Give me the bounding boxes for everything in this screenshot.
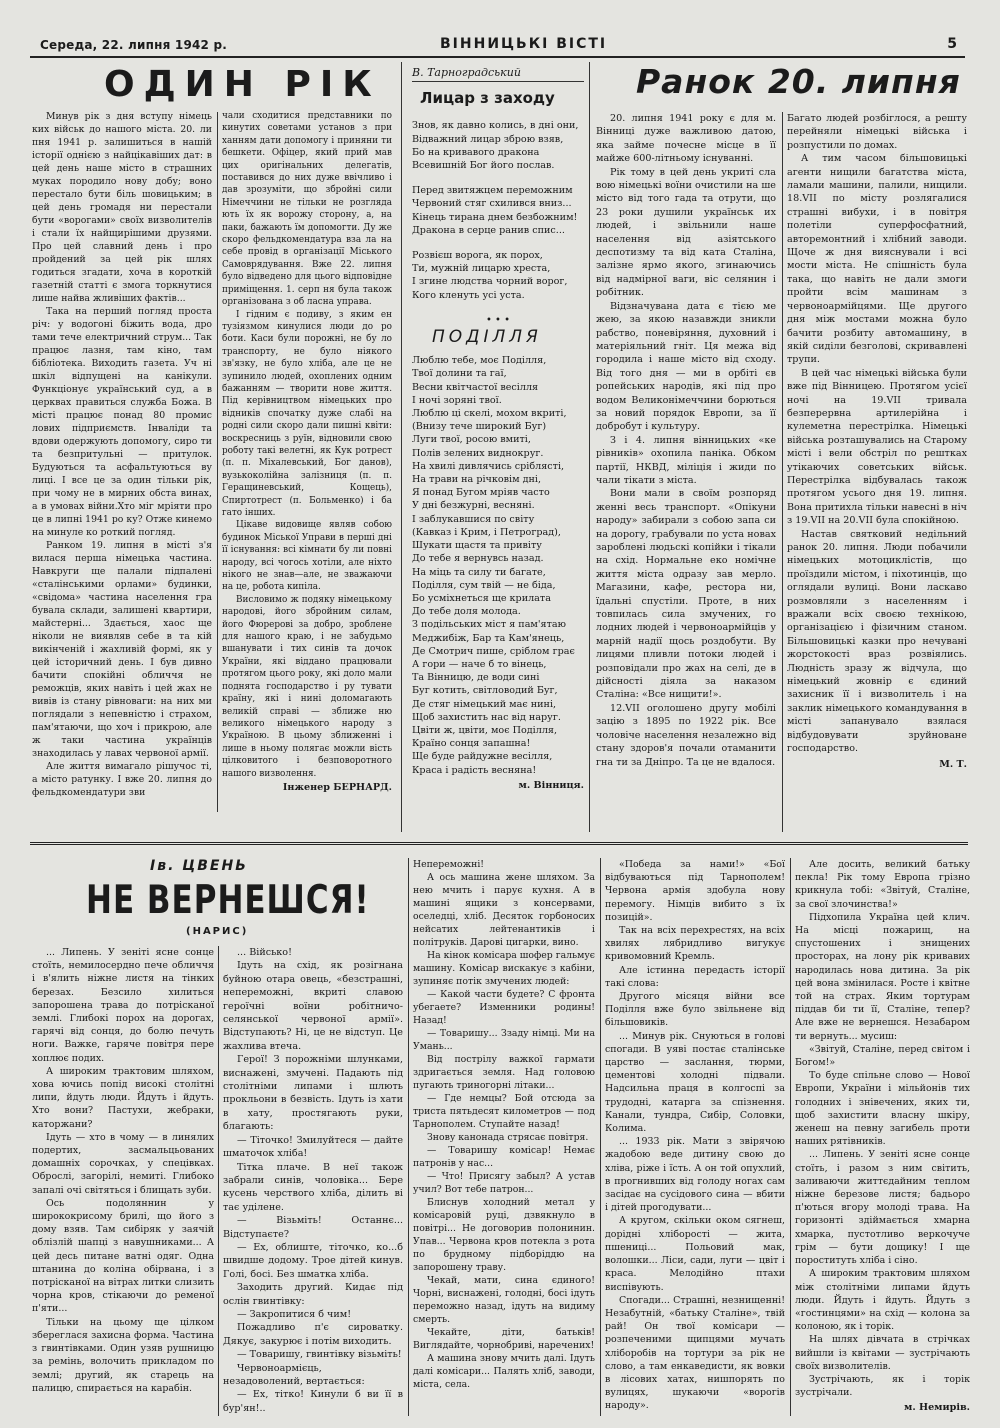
poem-line: Розвієш ворога, як порох,: [412, 250, 543, 262]
paragraph: Другого місяця війни все Поділля вже було звільнене від більшовиків.: [605, 991, 785, 1029]
poem-line: Шукати щастя та привіту: [412, 540, 542, 552]
paragraph: А кругом, скільки оком сягнеш, дорідні хліборості — жита, пшениці... Польовий мак, волошки... Ліси, сади, луги — цвіт і краса. Мелодійно птахи виспівують.: [605, 1215, 785, 1293]
paragraph: Настав святковий недільний ранок 20. липня. Люди побачили німецьких мотоциклістів, що проїздили містом, і піхотинців, що оглядали вулиці. Вони ласкаво розмовляли з населенням і вражали всіх своєю технікою, організацією і фізичним станом. Більшовицькі казки про нечувані жорстокості враз розвіялись. Людність зразу ж відчула, що німецький жовнір є єдиний захисник її і визволитель і на заклик німецького командування в місті запанувало взялася відбудовувати зруйноване господарство.: [787, 528, 967, 755]
article-wont-return-col1: [32, 946, 214, 1395]
poem-line: Знов, як давно колись, в дні они,: [412, 120, 579, 132]
section-divider: [30, 842, 968, 845]
paragraph: Блиснув холодний метал у комісаровій руці, дзвякнуло в повітрі... Не договорив полонинин. Упав... Червона кров потекла з рота по брудному підборіддю на запорошену траву.: [413, 1197, 595, 1273]
poem-line: Полів зелених виднокруг.: [412, 447, 544, 459]
poem-line: Всевишній Бог його послав.: [412, 160, 555, 172]
poem-stanza: [412, 724, 584, 777]
paragraph: ... 1933 рік. Мати з звірячою жадобою веде дитину свою до хліва, ріже і їсть. А он той опухлий, в прогнивших від голоду ногах сам засідає на сусідового сина — вбити і дітей прогодувати...: [605, 1136, 785, 1214]
poem-line: Ти, мужній лицарю хреста,: [412, 263, 551, 275]
article-author-tsven: Ів. ЦВЕНЬ: [150, 858, 248, 874]
paragraph: Герої! З порожніми шлунками, виснажені, змучені. Падають під столітніми липами і шлють прокльони в безвість. Ідуть із хати в хату, простягають руки, благають:: [223, 1054, 403, 1133]
poem-line: Відважний лицар зброю взяв,: [412, 133, 564, 145]
paragraph: Висловимо ж подяку німецькому народові, його збройним силам, його Фюрерові за добро, зроблене для нашого краю, і не забудьмо вшанувати і тих синів та дочок України, які віддано працювали протягом цього року, які доло мали поднята господарство і ру тувати країну, які і нині доломагають великій справі — зближе ню великого німецького народу з Україною. В цьому зближенні і лише в ньому полягає можли вість цілковитого і безповоротного нашого визволення.: [222, 594, 392, 779]
paragraph: Минув рік з дня вступу німець ких військ до нашого міста. 20. ли пня 1941 р. залишиться в нашій історії однією з найцікавіших дат: в цей день наше місто в страшних муках породило нову добу; воно перестало бути біль шовицьким; в цей день громадя ни перестали бути «ворогами» своїх визволителів і стали їх найщирішими друзями. Про цей славний день і про пройдений за цей рік шлях годиться згадати, хоча в короткій газетній статті є змога торкнутися лише найва жливіших фактів...: [32, 111, 212, 304]
paragraph: Зустрічають, як і торік зустрічали.: [795, 1373, 970, 1399]
article-signature: М. Т.: [939, 758, 967, 770]
article-one-year-col2: [222, 110, 392, 794]
paragraph: ... Липень. У зеніті ясне сонце стоїть, немилосердно пече обличчя і в'ялить ніжне листя на тінких березах. Безсило хилиться запорошена трава до потрісканої землі. Глибокі порох на дорогах, гарячі від сонця, до болю печуть ноги. Важке, гаряче повітря пере хоплює подих.: [32, 947, 214, 1064]
poem-line: І ночі зоряні твої.: [412, 394, 502, 406]
paragraph: — Где немцы? Бой отсюда за триста пятьдесят километров — под Тарнополем. Ступайте назад!: [413, 1093, 595, 1130]
column-divider: [401, 62, 402, 832]
poem-line: Щоб захистить нас від наруг.: [412, 711, 561, 723]
poem-line: Де стяг німецький має нині,: [412, 698, 557, 710]
paragraph: Ось подоляннин у ширококрисому брилі, що його з дому взяв. Там сибіряк у заячій облізлій шапці з навушниками... А цей десь питане ватні одяг. Одна штанина до коліна обірвана, і з потрісканої на вітрах литки слизить чорна кров, стікаючи до ременої п'яти...: [32, 1197, 214, 1315]
paragraph: І гідним є подиву, з яким ен тузіязмом кинулися люди до ро боти. Каси були порожні, не бу ло транспорту, не було ніякого зв'язку, не було хліба, але це не зупинило людей, охоплених одним бажанням — творити нове життя. Під керівництвом німецьких про відників спочатку дуже слабі на родні сили скоро дали пишні квіти: воскресниць з руїн, відновили свою роботу такі велетні, як Кук ротрест (п. п. Міхалевський, Бог данов), вузькоколійна залізниця (п. п. Геращиневський, Кощець), Спиртотрест (п. Больменко) і ба гато інших.: [222, 309, 392, 518]
poem-stanza: [412, 119, 584, 172]
paragraph: Рік тому в цей день укриті сла вою німецькі воїни очистили на ше місто від того гада та отрути, що 23 роки душили українськ их людей, і звільнили наше населення від азіятського деспотизму та від ката Сталіна, залізне ярмо якого, згинаючись від надмірної ваги, віс селянин і робітник.: [596, 166, 776, 299]
poem-line: Люблю тебе, моє Поділля,: [412, 355, 547, 367]
poem-line: Бо усміхнеться ще крилата: [412, 592, 551, 604]
poem-stanza: [412, 460, 584, 513]
paragraph: Така на перший погляд проста річ: у водогоні біжить вода, дро тами тече електричний струм... Так працює лазня, там кіно, там бібліотека. Виходить газета. Уч ні шкіл відпущені на канікули. Функціонує український суд, а в церквах правиться служба Божа. В місті працює понад 80 промис лових підприємств. Інваліди та вдови одержують допомогу, сиро ти та безпритульні — притулок. Будуються та асфальтуються ву лиці. І все це за один тільки рік, при чому не в мирних обста винах, а в умовах війни.Хто міг мріяти про це в липні 1941 ро ку? Отже кинемо на минуле ко роткий погляд.: [32, 306, 212, 538]
column-divider: [218, 946, 219, 1416]
paragraph: — Закропитися б чим!: [237, 1308, 352, 1320]
paragraph: 12.VII оголошено другу мобілі зацію з 1895 по 1922 рік. Все чоловіче населення незалежно від стану здоров'я почали отаманити гна ти за Дніпро. Та це не вдалося.: [596, 702, 776, 768]
article-wont-return-col2: [223, 946, 403, 1415]
poem-stanza: [412, 249, 584, 302]
column-divider: [600, 858, 601, 1416]
paragraph: Цікаве видовище являв собою будинок Міської Управи в перші дні її існування: всі кімнати бу ли повні народу, всі чогось хотіли, але ніхто нікого не знав—але, не зважаючи на це, робота кипіла.: [222, 520, 392, 593]
newspaper-title: ВІННИЦЬКІ ВІСТІ: [440, 36, 608, 52]
paragraph: Непереможні!: [413, 859, 485, 870]
poems-column: [412, 66, 584, 792]
paragraph: А широким трактовим шляхом, хова ючись попід високі столітні липи, йдуть люди. Йдуть і йдуть. Хто вони? Пастухи, жебраки, каторжани?: [32, 1065, 214, 1130]
poem-podillia-body: [412, 354, 584, 777]
poem-stanza: [412, 184, 584, 237]
article-title-one-year: ОДИН РІК: [104, 64, 381, 105]
poem-signature: м. Вінниця.: [518, 779, 584, 791]
paragraph: — Товаришу комісар! Немає патронів у нас...: [413, 1145, 595, 1169]
paragraph: Але істинна передасть історії такі слова:: [605, 964, 785, 989]
paragraph: «Победа за нами!» «Бої відбуваються під Тарнополем! Червона армія здобула нову перемогу. Німців вибито з їх позицій».: [605, 859, 785, 923]
paragraph: Багато людей розбіглося, а решту перейняли німецькі війська і розпустили по домах.: [787, 113, 967, 151]
paragraph: Але життя вимагало рішучос ті, а місто ратунку. І вже 20. липня до фельдкомендатури зви: [32, 761, 212, 798]
poem-line: Краса і радість весняна!: [412, 764, 537, 776]
paragraph: Але досить, великий батьку пекла! Рік тому Европа грізно крикнула тобі: «Звітуй, Сталіне, за свої злочинства!»: [795, 859, 970, 910]
paragraph: чали сходитися представники по кинутих советами установ з при ханням дати допомогу і приняни ти бешкети. Офіцер, який прий мав цих оригінальних делегатів, поставився до них дуже ввічливо і дав зрозуміти, що збройні сили Німеччини не тільки не розгляда ють їх як ворожу сторону, а, на паки, бажають їм допомогти. Ду же скоро фельдкомендатура вза ла на себе провід в організації Міського Самоврядування. Вже 22. липня було відведено для цього відповідне приміщення. 1. серп ня була також організована з об ласна управа.: [222, 111, 392, 308]
poem-stanza: [412, 671, 584, 724]
poem-line: Меджибіж, Бар та Кам'янець,: [412, 632, 565, 644]
poem-line: Поділля, сум твій — не біда,: [412, 579, 556, 591]
paragraph: Ранком 19. липня в місті з'я вилася перша німецька частина. Навкруги ще палали підпалені «сталінськими орлами» будинки, «свідома» частина населення гра бувала склади, залишені квартири, майстерні... Здається, хаос ще ніколи не виявляв себе в та кій викінченій і жахливій формі, як у цей історичний день. І був дивно бачити спокійні обличчя не реможців, яких навіть і цей жах не вивів із стану рівноваги: на них ми поглядали з непевністю і страхом, пам'ятаючи, що хоч і прикрою, але ж таки частина українців знаходилась у лавах червоної армії.: [32, 540, 212, 759]
article-one-year-col1: [32, 110, 212, 799]
poem-line: Кого кленуть усі уста.: [412, 289, 525, 301]
poem-line: І згине людства чорний ворог,: [412, 276, 568, 288]
poem-line: Дракона в серце ранив спис...: [412, 224, 565, 236]
poem-line: Бо на кривавого дракона: [412, 146, 540, 158]
article-wont-return-col3: [413, 858, 595, 1391]
article-title-morning: Ранок 20. липня: [636, 62, 961, 101]
poem-line: З подільських міст я пам'ятаю: [412, 619, 566, 631]
paragraph: Чекай, мати, сина єдиного! Чорні, виснажені, голодні, босі ідуть переможно назад, ідуть на видиму смерть.: [413, 1275, 595, 1325]
article-wont-return-col5: [795, 858, 970, 1415]
article-morning-col2: [787, 112, 967, 771]
paragraph: Заходить другий. Кидає під ослін гвинтівку:: [223, 1282, 403, 1307]
poem-line: А гори — наче б то вінець,: [412, 658, 547, 670]
paragraph: — Товаришу... Ззаду німці. Ми на Умань...: [413, 1028, 595, 1052]
poem-line: Ще буде райдужне весілля,: [412, 751, 553, 763]
poem-stanza: [412, 354, 584, 407]
poem-line: Твої долини та гаї,: [412, 368, 507, 380]
paragraph: ... Військо!: [237, 947, 292, 958]
poem-line: Буг котить, світловодий Буг,: [412, 685, 558, 697]
paragraph: Ідуть на схід, як розігнана буйною отара овець, «безстрашні, непереможні, вкриті славою героїчні воїни робітничо-селянської червоної армії». Відступають? Ні, це не відступ. Це жахлива втеча.: [223, 960, 403, 1052]
paragraph: А ось машина жене шляхом. За нею мчить і парує кухня. А в машині ящики з консервами, оселедці, хліб. Десяток горбоносих нейсатих лейтенантиків і політруків. Дарові цигарки, вино.: [413, 872, 595, 948]
poem-line: Де Смотрич пише, сріблом грає: [412, 645, 575, 657]
paragraph: Так на всіх перехрестях, на всіх хвилях лябридливо вигукує кривомовний Кремль.: [605, 925, 785, 963]
paragraph: Спогади... Страшні, незнищенні! Незабутній, «батьку Сталіне», твій рай! Он твої комісари — розпеченими щипцями мучать хліборобів на тортури за рік не слово, а там енкаведисти, як вовки в лісових хатах, нишпорять по вулицях, шукаючи «ворогів народу».: [605, 1294, 785, 1412]
poem-stanza: [412, 407, 584, 460]
column-divider: [217, 112, 218, 812]
article-signature: Інженер БЕРНАРД.: [282, 781, 392, 793]
column-divider: [589, 62, 590, 832]
paragraph: Ідуть — хто в чому — в линялих подертих, засмальцьованих домашніх сорочках, у спецівках. Оброслі, загорілі, немиті. Глибоко запалі очі світяться і блищать зуби.: [32, 1131, 214, 1196]
poem-title-knight: Лицар з заходу: [420, 89, 555, 108]
paragraph: А машина знову мчить далі. Ідуть далі комісари... Палять хліб, заводи, міста, села.: [413, 1353, 595, 1390]
paragraph: — Товаришу, гвинтівку візьміть!: [237, 1349, 402, 1361]
poem-line: (Внизу тече широкий Буг): [412, 421, 547, 433]
column-divider: [790, 858, 791, 1416]
poem-line: Перед звитяжцем переможним: [412, 185, 573, 197]
poem-line: І заблукавшися по світу: [412, 513, 535, 525]
poem-line: На хвилі дивлячись сріблясті,: [412, 460, 565, 472]
poem-line: Кінець тирана днем безбожним!: [412, 211, 578, 223]
poem-line: Я понад Бугом мріяв часто: [412, 487, 550, 499]
article-title-wont-return: НЕ ВЕРНЕШСЯ!: [86, 878, 370, 923]
ornament-divider: • • •: [485, 314, 511, 326]
paragraph: «Звітуй, Сталіне, перед світом і Богом!»: [795, 1043, 970, 1069]
paragraph: Тільки на цьому ще цілком збереглася захисна форма. Частина з гвинтівками. Один узяв рушницю за ремінь, волочить прикладом по землі; другий, як старець на палицю, спирається на карабін.: [32, 1316, 214, 1394]
poem-stanza: [412, 513, 584, 566]
poem-line: Цвіти ж, цвіти, моє Поділля,: [412, 724, 558, 736]
poem-line: (Кавказ і Крим, і Петроград),: [412, 526, 561, 538]
paragraph: Чекайте, діти, батьків! Виглядайте, чорнобриві, наречених!: [413, 1327, 595, 1351]
poem-stanza: [412, 566, 584, 619]
article-subtitle: (НАРИС): [186, 926, 249, 937]
article-morning-col1: [596, 112, 776, 769]
poem-line: У дні безжурні, весняні.: [412, 500, 535, 512]
poem-line: Червоний стяг схилився вниз...: [412, 198, 572, 210]
paragraph: Від пострілу важкої гармати здригається земля. Над головою пугають триногорні літаки...: [413, 1054, 595, 1091]
paragraph: 20. липня 1941 року є для м. Вінниці дуже важливою датою, яка займе почесне місце в її майже 600-літньому існуванні.: [596, 113, 776, 165]
masthead: [30, 32, 965, 58]
article-wont-return-col4: [605, 858, 785, 1413]
poem-line: На міць та силу ти багате,: [412, 566, 546, 578]
paragraph: Знову канонада стрясає повітря.: [427, 1132, 589, 1143]
poem-title-podillia: ПОДІЛЛЯ: [432, 327, 542, 348]
poem-stanza: [412, 618, 584, 671]
paragraph: Червоноармієць, незадоволений, вертається:: [223, 1362, 365, 1387]
poem-author: В. Тарноградський: [412, 66, 584, 82]
paragraph: — Что! Присягу забыл? А устав учил? Вот тебе патрон...: [413, 1171, 595, 1195]
poem-line: На трави на річковім дні,: [412, 474, 542, 486]
poem-line: Луги твої, росою вмиті,: [412, 434, 531, 446]
column-divider: [782, 112, 783, 832]
paragraph: Тітка плаче. В неї також забрали синів, чоловіка... Бере кусень черствого хліба, ділить ві тає уділене.: [223, 1161, 403, 1213]
paragraph: А широким трактовим шляхом між столітніми липами йдуть люди. Йдуть і йдуть. Йдуть з «гостинцями» на схід — колона за колоною, як і торік.: [795, 1268, 970, 1333]
paragraph: — Ех, облиште, тіточко, ко...б швидше додому. Трое дітей кинув. Голі, босі. Без шматка хліба.: [223, 1241, 403, 1280]
paragraph: — Візьміть! Останнє... Відступаєте?: [223, 1215, 403, 1240]
poem-line: Та Вінницю, де води сині: [412, 672, 540, 684]
paragraph: — Какой части будете? С фронта убегаете? Изменники родины! Назад!: [413, 989, 595, 1026]
paragraph: ... Минув рік. Снуються в голові спогади. В уяві постає сталінське царство — заслання, тюрми, цементові холодні підвали. Надсильна праця в колгоспі за трудодні, катарга за спізнення. Канали, тундра, Сибір, Соловки, Колима.: [605, 1030, 785, 1135]
article-signature: м. Немирів.: [904, 1402, 970, 1414]
paragraph: Пожадливо п'є сироватку. Дякує, закурює і потім виходить.: [223, 1322, 403, 1347]
poem-line: Країно сонця запашна!: [412, 738, 531, 750]
page-number: 5: [947, 36, 957, 52]
column-divider: [408, 858, 409, 1416]
paragraph: То буде спільне слово — Нової Европи, України і мільйонів тих голодних і знівечених, яких ти, щоб захистити власну шкіру, женеш на певну загибель проти наших рятівників.: [795, 1070, 970, 1148]
paragraph: — Тіточко! Змилуйтеся — дайте шматочок хліба!: [223, 1134, 403, 1160]
paragraph: В цей час німецькі війська були вже під Вінницею. Протягом усієї ночі на 19.VII тривала безперервна артилерійна і кулеметна перестрілка. Німецькі війська розташувались на Старому місті і вели обстріл по рештках утікаючих советських військ. Перестрілка відбувалась також протягом усього дня 19. липня. Вона притихла тільки навесні в ніч з 19.VII на 20.VII була спокійною.: [787, 367, 967, 527]
paragraph: Підхопила Україна цей клич. На місці пожарищ, на спустошених і знищених просторах, на лону рік кривавих народилась нова дитина. За рік цей вона змінилася. Росте і квітне той на страх. Яким тортурам піддав би ти її, Сталіне, тепер? Але вже не вернешся. Незабаром ти вернуть... мусиш:: [795, 911, 970, 1042]
poem-line: До тебе доля молода.: [412, 606, 521, 618]
paragraph: ... Липень. У зеніті ясне сонце стоїть, і разом з ним світить, заливаючи життєдайним теплом ніжне березове листя; бадьоро п'ються вгору молоді трава. На горизонті здіймається хмарна хмарка, пустотливо веркочуче грім — бути дощику! І ще пороституть хліба і сіно.: [795, 1149, 970, 1267]
paragraph: На кінок комісара шофер гальмує машину. Комісар вискакує з кабіни, зупиняє потік змучених людей:: [413, 950, 595, 987]
paragraph: Відзначувана дата є тією ме жею, за якою назавжди зникли рабство, поневіряння, духовний і матеріяльний гніт. Ця межа від городила і наше місто від сходу. Від того дня — ми в орбіті єв ропейських народів, які під про водом Великонімеччини борються за новий порядок Европи, за її добробут і культуру.: [596, 300, 776, 433]
poem-line: Люблю ці скелі, мохом вкриті,: [412, 408, 567, 420]
paragraph: Вони мали в своїм розпоряд женні весь транспорт. «Опікуни народу» забирали з собою запа си на дорогу, грабували по уста новах заробленi людьскi копійки і тікали на схід. Нормальне еко номічне життя міста одразу зав мерло. Магазини, кафе, рестора ни, їдальні спустіли. Проте, в них товпилась сила змучених, го лодних людей і червоноармійців у марній надії щось роздобути. Ву лицями пливли потоки людей і розповідали про жах на селі, де в дійсності діяла за наказом Сталіна: «Все нищити!».: [596, 488, 776, 701]
paragraph: З і 4. липня вінницьких «ке рівників» охопила паніка. Обком партії, НКВД, міліція і жиди по чали тікати з міста.: [596, 434, 776, 486]
issue-date: Середа, 22. липня 1942 р.: [40, 38, 228, 52]
poem-line: До тебе я вернувсь назад.: [412, 553, 544, 565]
paragraph: — Ех, тітко! Кинули б ви її в бур'ян!..: [223, 1389, 403, 1414]
paragraph: А тим часом більшовицькі агенти нищили багатства міста, ламали машини, палили, нищили. 18.VII по місту розлягалися страшні вибухи, і в повітря полетіли суперфосфатний, авторемонтний і хлібний заводи. Щоче ж дня вияснували і всі мости міста. Не спішність була така, що навіть не дали змоги пройти всім машинам з червоноармійцями. Ще другого дня між мостами можна було бачити розбиту автомашину, в якій сиділи безголові, скривавлені трупи.: [787, 153, 967, 366]
poem-line: Весни квітчастої весілля: [412, 381, 539, 393]
paragraph: На шлях дівчата в стрічках вийшли із квітами — зустрічають своїх визволителів.: [795, 1334, 970, 1372]
